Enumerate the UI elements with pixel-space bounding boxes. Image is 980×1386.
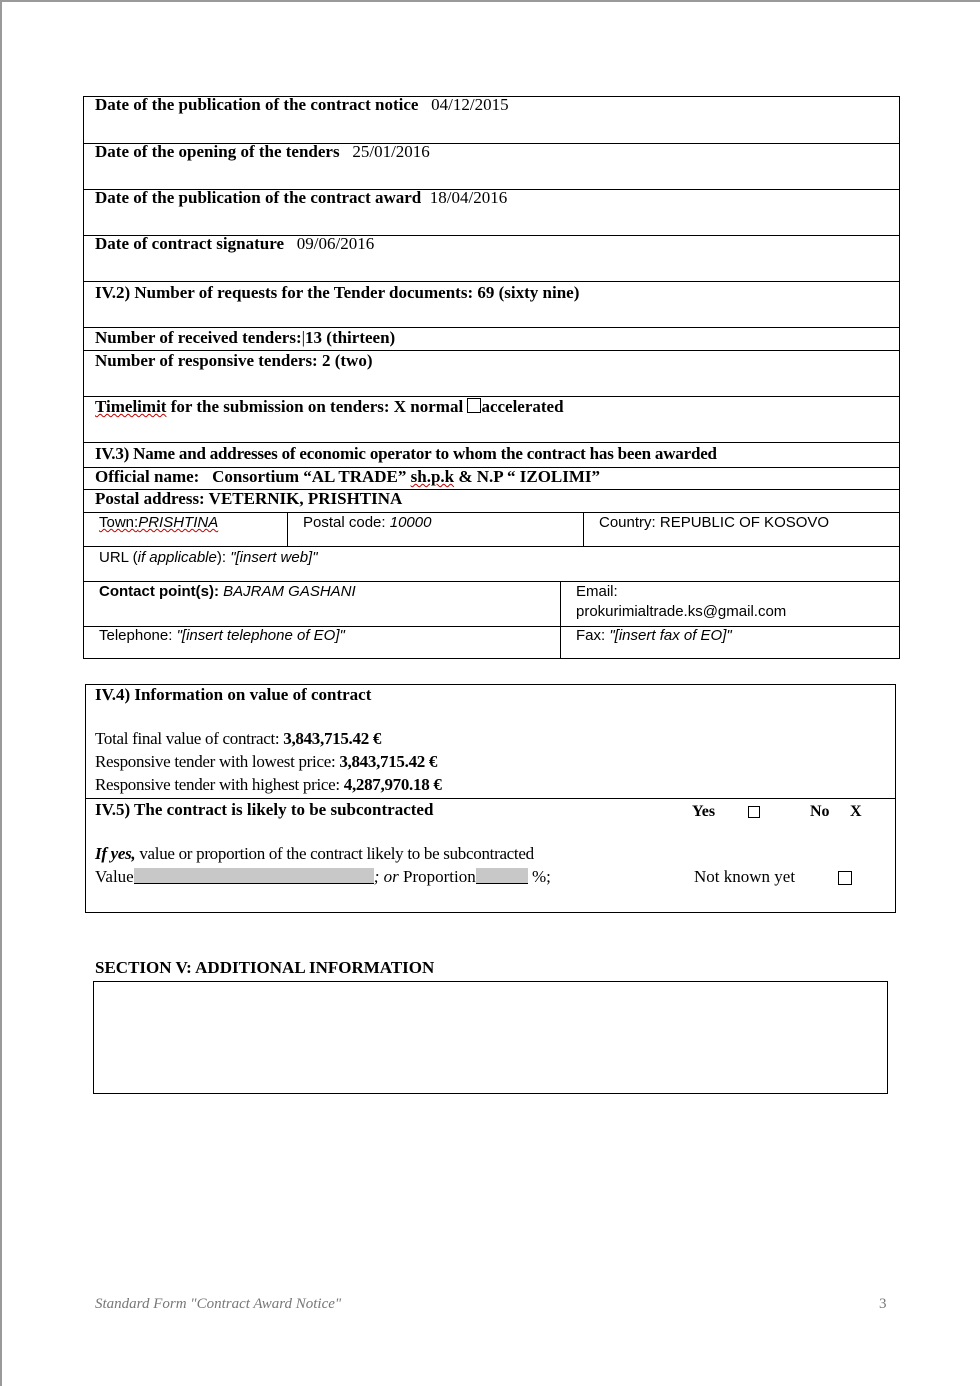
publication-award-row — [95, 188, 507, 208]
column-divider — [287, 512, 288, 546]
publication-notice-label: Date of the publication of the contract notice — [95, 95, 419, 114]
highest-price-value: 4,287,970.18 € — [343, 775, 442, 794]
iv4-title: IV.4) Information on value of contract — [95, 685, 372, 704]
yes-checkbox[interactable] — [748, 806, 760, 818]
main-table — [83, 96, 900, 659]
no-mark[interactable]: X — [850, 803, 862, 820]
footer-form-name: Standard Form "Contract Award Notice" — [95, 1296, 342, 1312]
postal-code-cell — [303, 514, 431, 531]
url-value: "[insert web]" — [230, 549, 318, 566]
total-value-label: Total final value of contract: — [95, 729, 280, 748]
town-cell — [99, 514, 218, 531]
or-text: ; or — [373, 867, 399, 886]
timelimit-row — [95, 397, 564, 417]
telephone-label: Telephone: — [99, 627, 173, 644]
received-tenders-row: Number of received tenders:|13 (thirteen) — [95, 328, 396, 347]
column-divider — [583, 512, 584, 546]
country-value: REPUBLIC OF KOSOVO — [659, 514, 830, 531]
opening-label: Date of the opening of the tenders — [95, 142, 340, 161]
received-tenders-value: 13 (thirteen) — [305, 328, 396, 347]
footer-page-number: 3 — [879, 1296, 887, 1312]
row-divider — [83, 512, 900, 513]
accelerated-label: accelerated — [481, 397, 564, 416]
url-italic: if applicable — [137, 549, 217, 566]
yes-label: Yes — [692, 803, 716, 820]
url-sep: ): — [216, 549, 227, 566]
url-label: URL ( — [99, 549, 138, 566]
iv5-title: IV.5) The contract is likely to be subcontracted — [95, 800, 434, 819]
town-value: PRISHTINA — [138, 514, 219, 531]
official-name-part1: Consortium “AL TRADE” — [212, 467, 407, 486]
ifyes-text: value or proportion of the contract likely to be subcontracted — [139, 844, 534, 863]
opening-value: 25/01/2016 — [352, 142, 430, 161]
signature-value: 09/06/2016 — [296, 234, 375, 253]
url-cell — [99, 549, 318, 566]
row-divider — [83, 581, 900, 582]
signature-row — [95, 234, 374, 254]
not-known-checkbox[interactable] — [838, 871, 852, 885]
value-label: Value — [95, 867, 134, 886]
ifyes-row — [95, 844, 534, 864]
lowest-price-row — [95, 752, 437, 772]
postal-code-value: 10000 — [389, 514, 432, 531]
email-value: prokurimialtrade.ks@gmail.com — [576, 603, 787, 620]
contact-label: Contact point(s): — [99, 583, 219, 600]
percent-text: %; — [531, 867, 551, 886]
official-name-part2: & N.P “ IZOLIMI” — [458, 467, 601, 486]
official-name-shpk: sh.p.k — [410, 467, 455, 486]
not-known-label: Not known yet — [694, 867, 796, 886]
publication-notice-value: 04/12/2015 — [431, 95, 509, 114]
publication-notice-row — [95, 95, 509, 115]
telephone-value: "[insert telephone of EO]" — [176, 627, 345, 644]
contact-cell — [99, 583, 356, 600]
section-v-title: SECTION V: ADDITIONAL INFORMATION — [95, 958, 435, 977]
country-label: Country: — [599, 514, 656, 531]
tender-requests-text: IV.2) Number of requests for the Tender documents: 69 (sixty nine) — [95, 283, 580, 302]
lowest-price-value: 3,843,715.42 € — [339, 752, 438, 771]
publication-award-label: Date of the publication of the contract award — [95, 188, 422, 207]
town-label: Town: — [99, 514, 139, 531]
country-cell — [599, 514, 829, 531]
opening-row — [95, 142, 430, 162]
highest-price-label: Responsive tender with highest price: — [95, 775, 340, 794]
additional-info-box[interactable] — [93, 981, 888, 1094]
timelimit-word: Timelimit — [95, 397, 167, 416]
lowest-price-label: Responsive tender with lowest price: — [95, 752, 336, 771]
total-value-row — [95, 729, 381, 749]
ifyes-label: If yes, — [95, 844, 136, 863]
official-name-row — [95, 467, 600, 487]
value-input[interactable] — [134, 868, 374, 884]
contact-value: BAJRAM GASHANI — [223, 583, 356, 600]
total-value: 3,843,715.42 € — [283, 729, 382, 748]
accelerated-checkbox[interactable] — [467, 398, 481, 413]
column-divider — [560, 581, 561, 659]
highest-price-row — [95, 775, 442, 795]
iv3-title: IV.3) Name and addresses of economic operator to whom the contract has been awarded — [95, 444, 717, 463]
official-name-label: Official name: — [95, 467, 200, 486]
proportion-label: Proportion — [403, 867, 476, 886]
timelimit-text: for the submission on tenders: X normal — [166, 397, 464, 416]
row-divider — [83, 546, 900, 547]
fax-value: "[insert fax of EO]" — [609, 627, 732, 644]
row-divider — [83, 442, 900, 443]
responsive-tenders-text: Number of responsive tenders: 2 (two) — [95, 351, 373, 370]
fax-cell — [576, 627, 732, 644]
row-divider — [85, 798, 896, 799]
received-tenders-label: Number of received tenders: — [95, 328, 302, 347]
proportion-input[interactable] — [476, 868, 528, 884]
signature-label: Date of contract signature — [95, 234, 285, 253]
email-label: Email: — [576, 583, 618, 600]
fax-label: Fax: — [576, 627, 606, 644]
postal-code-label: Postal code: — [303, 514, 386, 531]
postal-address-text: Postal address: VETERNIK, PRISHTINA — [95, 489, 403, 508]
value-proportion-row — [95, 867, 551, 887]
publication-award-value: 18/04/2016 — [429, 188, 508, 207]
telephone-cell — [99, 627, 345, 644]
row-divider — [83, 281, 900, 282]
no-label: No — [810, 803, 830, 820]
